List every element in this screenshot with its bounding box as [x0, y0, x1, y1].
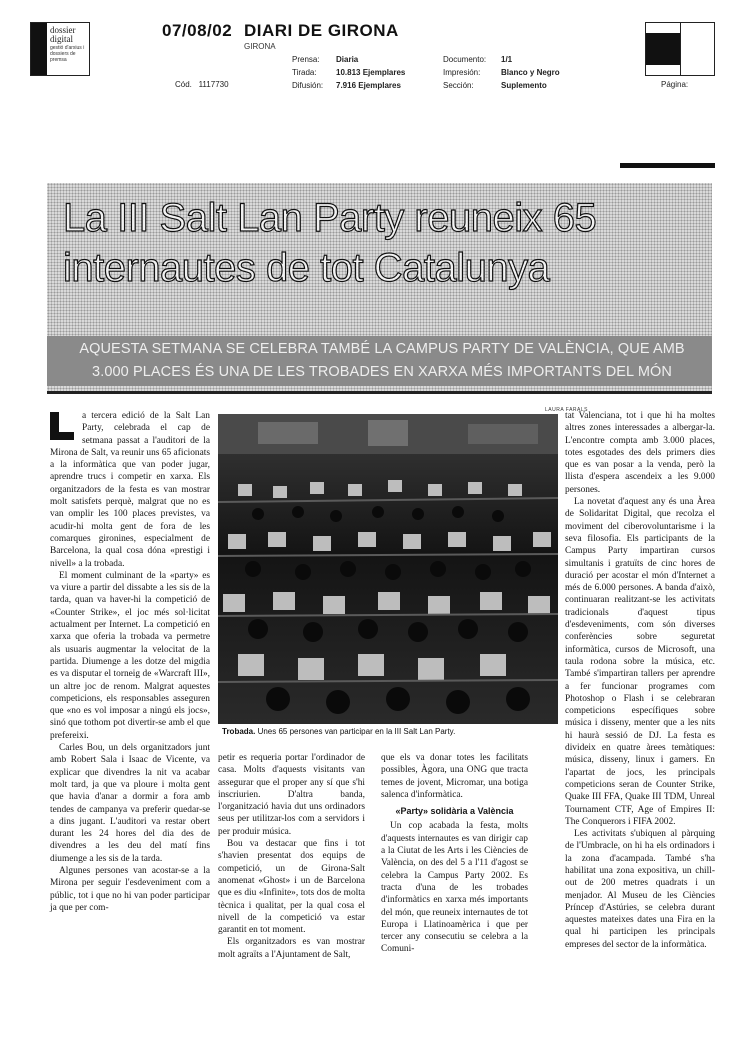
caption-label: Trobada.	[222, 727, 256, 736]
dossier-digital-logo	[30, 22, 90, 76]
article-column-4	[565, 410, 715, 951]
logo-black-bar	[31, 23, 47, 75]
meta-label: Sección:	[443, 81, 474, 90]
meta-label: Tirada:	[292, 68, 317, 77]
pagina-label: Página:	[661, 80, 689, 89]
meta-value: 1/1	[501, 55, 513, 64]
page-marker-divider	[680, 23, 681, 75]
paragraph: Algunes persones van acostar-se a la Mirona per seguir l'esdeveniment com a públic, tot i que no hi van poder participar ja que per com-	[50, 865, 210, 913]
meta-value: Suplemento	[501, 81, 547, 90]
meta-label: Difusión:	[292, 81, 324, 90]
paragraph: La novetat d'aquest any és una Àrea de Solidaritat Digital, que recolza el moviment del ciberovoluntarisme i la seva filosofia. Els participants de la Campus Party impartiran cursos simultanis i gratuïts de cinc hores de duració per acostar el món d'Internet a més de 6.000 persones. A banda d'això, continuaran realitzant-se les activitats tradicionals d'aquest tipus d'esdeveniments, com són diverses conferències sobre seguretat informàtica, cursos de Microsoft, una taula rodona sobre la música, etc. També s'impartiran tallers per aprendre a fer funcionar programes com Photoshop o Flash i se celebraran competicions específiques sobre música i disseny, menter que a les nits hi haurà sessió de DJ. La festa es divideix en quatre àrees temàtiques: música, disseny, linux i gamers. En l'apartat de jocs, les principals competicions seran de Counter Strike, Quake III FFA, Quake III TDM, Unreal Tournament CTF, Age of Empires II: The Conquerors i FIFA 2002.	[565, 497, 715, 827]
paragraph: a tercera edició de la Salt Lan Party, celebrada el cap de setmana passat a l'auditori de la Mirona de Salt, va reunir uns 65 aficionats a la informàtica que van poder jugar, aprendre trucs i competir en xarxa. Els organitzadors de la festa es van mostrar molt satisfets perquè, malgrat que no es van omplir les 100 places previstes, va acudir-hi molta gent de fora de les comarques gironines, especialment de Barcelona, la qual cosa dóna «prestigi i nivell» a la trobada.	[50, 411, 210, 569]
article-title: La III Salt Lan Party reuneix 65 internautes de tot Catalunya	[63, 196, 597, 290]
meta-right-labels	[443, 53, 486, 92]
paragraph: Carles Bou, un dels organitzadors junt amb Robert Sala i Isaac de Vicente, va explicar que divendres la nit va acabar molt tard, ja que va ploure i molta gent que havia d'anar a dormir a fora amb tendes de campanya va preferir quedar-se a dins jugant. L'auditori va restar obert durant les 24 hores del dia des de divendres a les deu del matí fins diumenge a les sis de la tarda.	[50, 743, 210, 864]
paragraph: Les activitats s'ubiquen al pàrquing de l'Umbracle, on hi ha els ordinadors i la zona d'acampada. També s'ha habilitat una zona expositiva, un chill-out de 200 metres quadrats i un menjador. Al Museu de les Ciències Príncep d'Astúries, se celebra durant aquestes mateixes dates una Fira en la qual hi participen les principals empreses del sector de la informàtica.	[565, 829, 715, 950]
page-marker-box	[645, 22, 715, 76]
photo-caption	[222, 727, 562, 736]
paragraph: tat Valenciana, tot i que hi ha moltes altres zones interessades a albergar-la. L'encontre compta amb 3.000 places, totes esgotades des dels primers dies que es van posar a la venda, però la llista d'espera ascendeix a les 9.000 persones.	[565, 411, 715, 495]
cod-line	[175, 80, 229, 89]
photo-credit: LAURA FARALS	[545, 407, 588, 413]
article-column-3	[381, 752, 528, 956]
article-subtitle: AQUESTA SETMANA SE CELEBRA TAMBÉ LA CAMPUS PARTY DE VALÈNCIA, QUE AMB 3.000 PLACES ÉS UNA DE LES TROBADES EN XARXA MÉS IMPORTANTS DEL MÓN	[79, 341, 685, 380]
meta-label: Impresión:	[443, 68, 481, 77]
paragraph: Els organitzadors es van mostrar molt agraïts a l'Ajuntament de Salt,	[218, 937, 365, 960]
paragraph: petir es requeria portar l'ordinador de casa. Molts d'aquests visitants van assegurar que el proper any sí que s'hi inscriurien. D'altra banda, l'organització havia dut uns ordinadors seus per utilitzar-los com a servidors i per produir música.	[218, 753, 365, 837]
meta-label: Documento:	[443, 55, 487, 64]
meta-right-values	[501, 53, 560, 92]
publication-date: 07/08/02	[162, 21, 233, 40]
newspaper-name: DIARI DE GIRONA	[244, 21, 399, 40]
logo-line-1: dossier	[50, 25, 76, 35]
lan-party-photo-image	[218, 414, 558, 724]
meta-left-values	[336, 53, 405, 92]
meta-value: Blanco y Negro	[501, 68, 560, 77]
meta-value: 10.813 Ejemplares	[336, 68, 406, 77]
paragraph: Bou va destacar que fins i tot s'havien presentat dos equips de competició, un de Girona-Salt anomenat «Ghost» i un de Barcelona que es diu «Infinite», tots dos de molta tècnica i qualitat, per la qual cosa el nivell de la competició va estar garantit en tot moment.	[218, 839, 365, 936]
newspaper-city: GIRONA	[244, 42, 276, 51]
logo-wordmark	[50, 26, 76, 44]
drop-cap-foot	[50, 432, 74, 440]
page-marker-black	[646, 33, 680, 65]
section-rule	[620, 163, 715, 168]
paragraph: Un cop acabada la festa, molts d'aquests internautes es van dirigir cap a la Ciutat de les Arts i les Ciències de València, on des del 5 a l'11 d'agost se celebra la Campus Party 2002. Es tracta d'una de les trobades d'informàtics en xarxa més importants del món, que reuneix internautes de tot Europa i Llatinoamèrica i que per tercer any consecutiu se celebra a la Comuni-	[381, 821, 528, 955]
meta-value: Diaria	[336, 55, 359, 64]
headline-bottom-rule	[47, 391, 712, 394]
article-column-2	[218, 752, 365, 961]
cod-value: 1117730	[198, 80, 229, 89]
paragraph: que els va donar totes les facilitats possibles, Àgora, una ONG que tracta temes de jovent, Micromar, una botiga salenca d'informàtica.	[381, 753, 528, 800]
paragraph: El moment culminant de la «party» es va viure a partir del dissabte a les sis de la tarda, quan va haver-hi la competició de «Counter Strike», el joc més sol·licitat actualment per Internet. La competició en xarxa que oferia la trobada va permetre als usuaris augmentar la velocitat de la partida. Diumenge a les dotze del migdia es va disputar el torneig de «Warcraft III», un altre joc de renom. Malgrat aquestes competicions, els responsables asseguren que «no es vol imposar a ningú els jocs», sinó que tothom pot divertir-se amb el que prefereixi.	[50, 570, 210, 741]
lan-party-photo	[218, 414, 558, 724]
drop-cap-L	[50, 412, 76, 438]
logo-line-2: digital	[50, 34, 73, 44]
meta-label: Prensa:	[292, 55, 320, 64]
article-column-1	[50, 410, 210, 914]
logo-tagline: gestió d'arxius i dossiers de premsa	[50, 45, 85, 63]
cod-label: Cód.	[175, 80, 192, 89]
meta-left-labels	[292, 53, 323, 92]
caption-text: Unes 65 persones van participar en la III Salt Lan Party.	[255, 727, 456, 736]
meta-value: 7.916 Ejemplares	[336, 81, 401, 90]
section-subheading: «Party» solidària a València	[395, 806, 514, 817]
